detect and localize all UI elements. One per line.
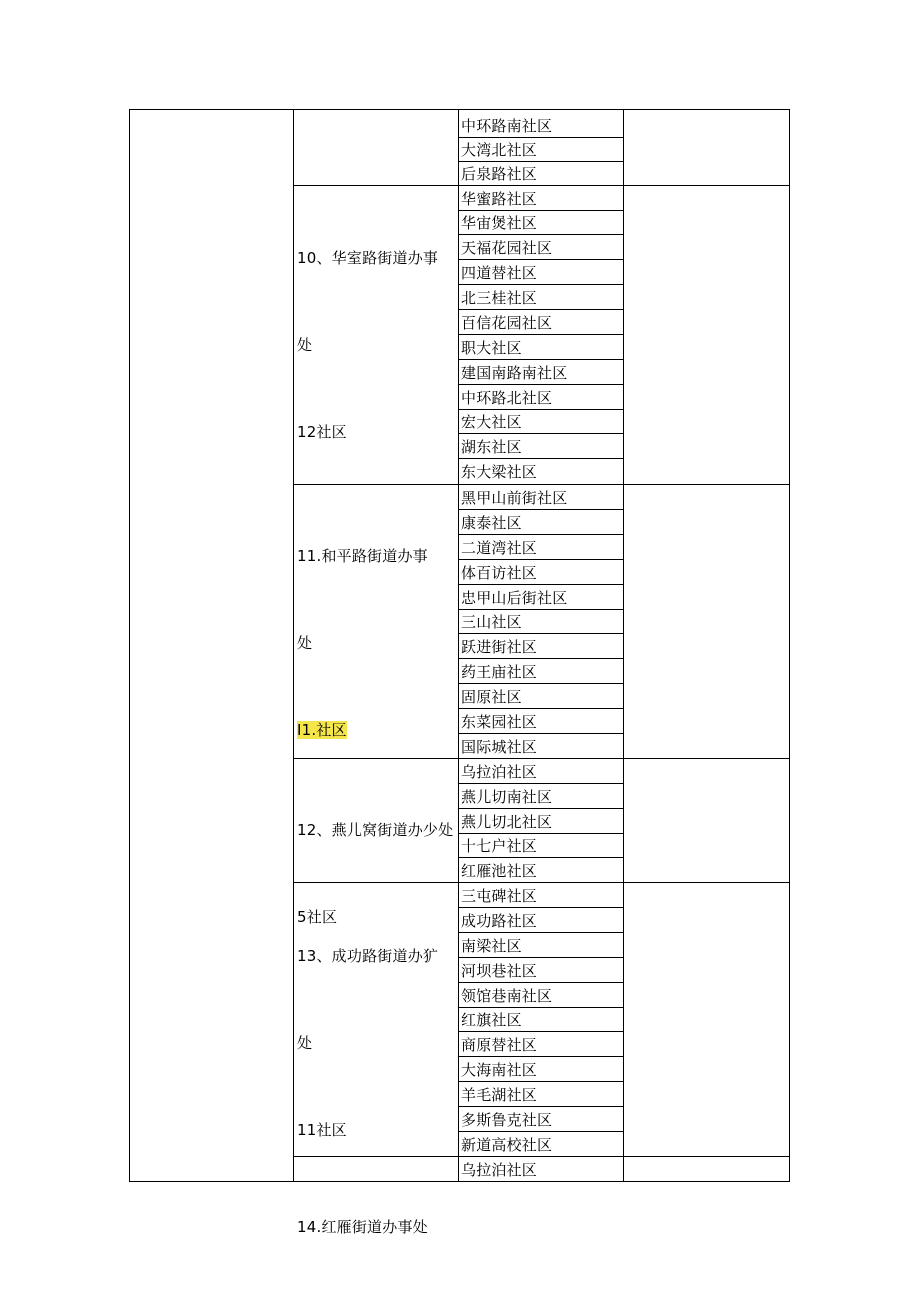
- community-cell: 新道高校社区: [461, 1136, 553, 1154]
- community-cell: 固原社区: [459, 685, 624, 709]
- street-office-label: [297, 186, 455, 505]
- community-cell: 四道替社区: [459, 261, 624, 285]
- community-cell: 天福花园社区: [459, 236, 624, 260]
- community-cell: 华蜜路社区: [459, 187, 624, 211]
- community-cell: 东菜园社区: [459, 710, 624, 734]
- community-cell: 燕儿切北社区: [459, 810, 624, 834]
- community-cell: 三屯碑社区: [459, 884, 624, 908]
- community-cell: 跃进街社区: [459, 635, 624, 659]
- street-label-line: 11社区: [297, 1121, 347, 1139]
- community-cell: 中环路北社区: [459, 386, 624, 410]
- community-cell: 大湾北社区: [459, 138, 624, 162]
- community-cell: 华宙煲社区: [459, 211, 624, 235]
- community-cell: 宏大社区: [459, 410, 624, 434]
- street-label-line: 11.和平路街道办事: [297, 547, 428, 565]
- community-cell: 建国南路南社区: [459, 361, 624, 385]
- street-label-line: [297, 716, 455, 745]
- community-cell: 体百访社区: [459, 561, 624, 585]
- community-cell: 红雁池社区: [461, 862, 538, 880]
- street-label-line: 12社区: [297, 423, 347, 441]
- street-label-line: 10、华室路街道办事: [297, 249, 439, 267]
- community-cell: 乌拉泊社区: [459, 760, 624, 784]
- community-cell: 十七户社区: [459, 834, 624, 858]
- table-first-column: [129, 109, 294, 1182]
- community-cell: 大海南社区: [459, 1058, 624, 1082]
- community-cell: 领馆巷南社区: [459, 984, 624, 1008]
- street-label-line: 14.红雁街道办事处: [297, 1218, 428, 1236]
- street-label-line: 13、成功路街道办犷: [297, 947, 439, 965]
- community-cell: 乌拉泊社区: [461, 1161, 538, 1179]
- community-cell: 忠甲山后街社区: [459, 586, 624, 610]
- community-cell: 河坝巷社区: [459, 959, 624, 983]
- community-cell: 百信花园社区: [459, 311, 624, 335]
- highlighted-text: I1.社区: [297, 721, 347, 739]
- community-cell: 职大社区: [459, 336, 624, 360]
- community-cell: 国际城社区: [461, 738, 538, 756]
- community-cell: 成功路社区: [459, 909, 624, 933]
- community-cell: 二道湾社区: [459, 536, 624, 560]
- street-label-line: 12、燕儿窝街道办少处: [297, 821, 454, 839]
- community-cell: 康泰社区: [459, 511, 624, 535]
- community-cell: 后泉路社区: [461, 165, 538, 183]
- community-cell: 中环路南社区: [459, 114, 624, 138]
- community-cell: 燕儿切南社区: [459, 785, 624, 809]
- community-cell: 北三桂社区: [459, 286, 624, 310]
- community-cell: 多斯鲁克社区: [459, 1108, 624, 1132]
- street-label-line: 处: [297, 1034, 313, 1052]
- street-label-line: 处: [297, 336, 313, 354]
- street-label-line: 处: [297, 634, 313, 652]
- community-cell: 东大梁社区: [461, 463, 538, 481]
- community-cell: 商原替社区: [459, 1033, 624, 1057]
- street-office-label: [297, 1155, 455, 1300]
- street-office-label: [297, 484, 455, 803]
- community-cell: 药王庙社区: [459, 660, 624, 684]
- community-cell: 南梁社区: [459, 934, 624, 958]
- community-cell: 羊毛湖社区: [459, 1083, 624, 1107]
- community-cell: 三山社区: [459, 610, 624, 634]
- community-cell: 红旗社区: [459, 1008, 624, 1032]
- street-label-line: 5社区: [297, 908, 338, 926]
- community-cell: 湖东社区: [459, 435, 624, 459]
- community-cell: 黑甲山前街社区: [459, 486, 624, 510]
- group-divider: [294, 882, 790, 883]
